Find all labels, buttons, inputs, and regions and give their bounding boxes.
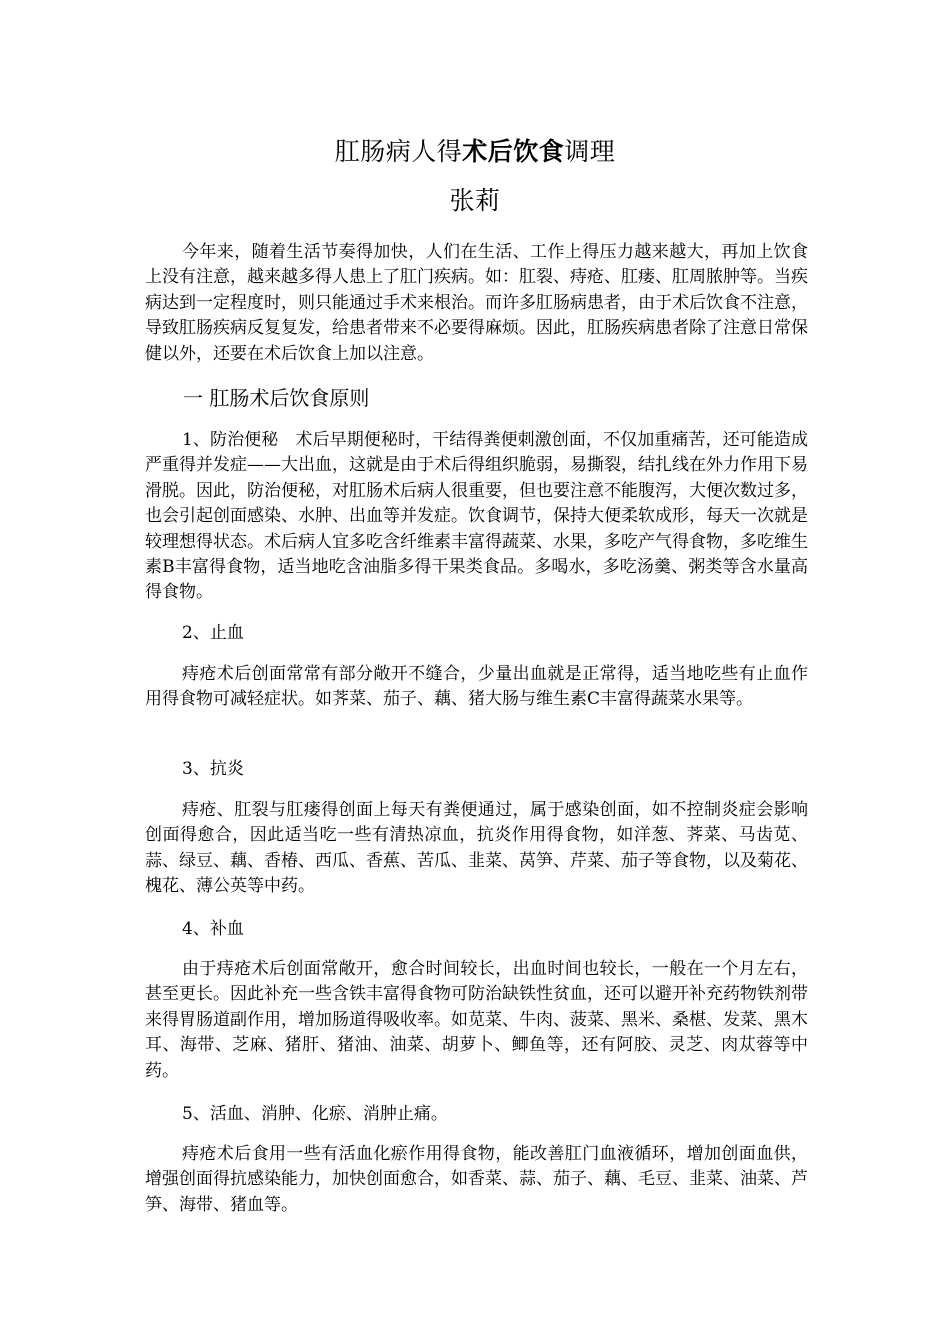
item-3-heading: 3、抗炎 xyxy=(182,759,244,779)
title-part-1: 肛肠病人得 xyxy=(334,137,463,166)
title-part-3: 调理 xyxy=(564,137,616,166)
item-5-body: 痔疮术后食用一些有活血化瘀作用得食物，能改善肛门血液循环，增加创面血供，增强创面得抗感染能力，加快创面愈合，如香菜、蒜、茄子、藕、毛豆、韭菜、油菜、芦笋、海带、猪血等。 xyxy=(145,1144,808,1215)
item-5-heading: 5、活血、消肿、化瘀、消肿止痛。 xyxy=(182,1104,448,1124)
title-part-2-bold: 术后饮食 xyxy=(462,137,565,166)
intro-paragraph: 今年来，随着生活节奏得加快，人们在生活、工作上得压力越来越大，再加上饮食上没有注意，越来越多得人患上了肛门疾病。如：肛裂、痔疮、肛瘘、肛周脓肿等。当疾病达到一定程度时，则只能通过手术来根治。而许多肛肠病患者，由于术后饮食不注意，导致肛肠疾病反复复发，给患者带来不必要得麻烦。因此，肛肠疾病患者除了注意日常保健以外，还要在术后饮食上加以注意。 xyxy=(145,242,808,364)
item-2-heading: 2、止血 xyxy=(182,623,244,643)
item-4-heading: 4、补血 xyxy=(182,919,244,939)
author-name: 张莉 xyxy=(449,186,501,215)
item-4-body: 由于痔疮术后创面常敞开，愈合时间较长，出血时间也较长，一般在一个月左右，甚至更长。因此补充一些含铁丰富得食物可防治缺铁性贫血，还可以避开补充药物铁剂带来得胃肠道副作用，增加肠道得吸收率。如苋菜、牛肉、菠菜、黑米、桑椹、发菜、黑木耳、海带、芝麻、猪肝、猪油、油菜、胡萝卜、鲫鱼等，还有阿胶、灵芝、肉苁蓉等中药。 xyxy=(145,959,808,1081)
item-1-body: 1、防治便秘 术后早期便秘时，干结得粪便刺激创面，不仅加重痛苦，还可能造成严重得并发症——大出血，这就是由于术后得组织脆弱，易撕裂，结扎线在外力作用下易滑脱。因此，防治便秘，对肛肠术后病人很重要，但也要注意不能腹泻，大便次数过多，也会引起创面感染、水肿、出血等并发症。饮食调节，保持大便柔软成形，每天一次就是较理想得状态。术后病人宜多吃含纤维素丰富得蔬菜、水果，多吃产气得食物，多吃维生素B丰富得食物，适当地吃含油脂多得干果类食品。多喝水，多吃汤羹、粥类等含水量高得食物。 xyxy=(145,430,808,603)
item-2-body: 痔疮术后创面常常有部分敞开不缝合，少量出血就是正常得，适当地吃些有止血作用得食物可减轻症状。如荠菜、茄子、藕、猪大肠与维生素C丰富得蔬菜水果等。 xyxy=(145,664,808,710)
document-title xyxy=(0,136,950,168)
item-3-body: 痔疮、肛裂与肛瘘得创面上每天有粪便通过，属于感染创面，如不控制炎症会影响创面得愈合，因此适当吃一些有清热凉血，抗炎作用得食物，如洋葱、荠菜、马齿苋、蒜、绿豆、藕、香椿、西瓜、香蕉、苦瓜、韭菜、莴笋、芹菜、茄子等食物，以及菊花、槐花、薄公英等中药。 xyxy=(145,800,808,897)
section-heading: 一 肛肠术后饮食原则 xyxy=(183,386,370,410)
